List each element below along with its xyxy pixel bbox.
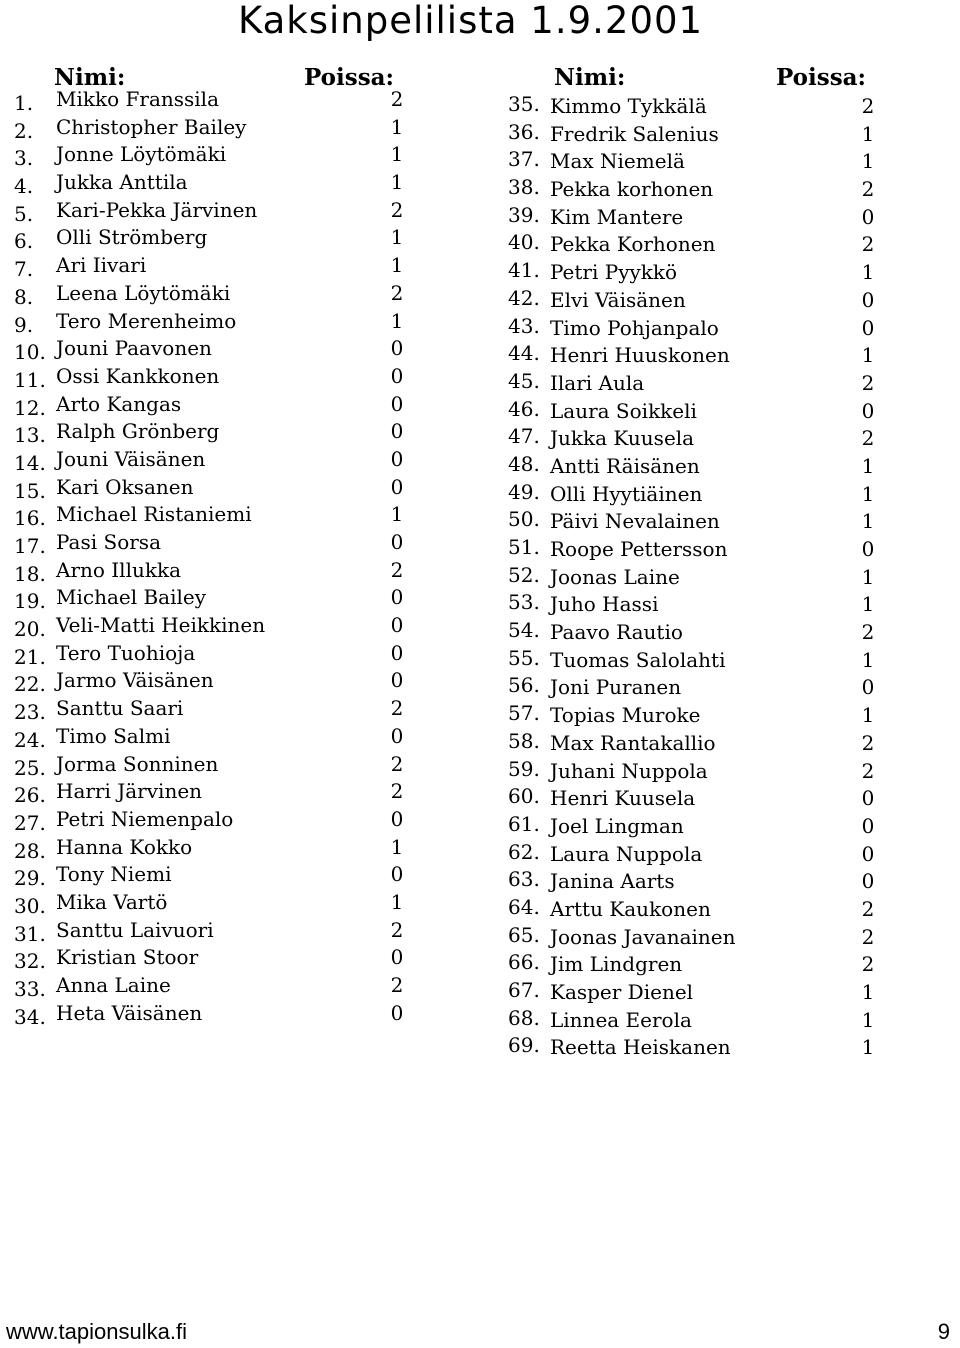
- player-row: [14, 889, 414, 917]
- rank-number: 63.: [508, 867, 540, 892]
- player-row: [508, 231, 878, 259]
- player-name: Hanna Kokko: [56, 834, 193, 859]
- absence-count: 2: [390, 973, 404, 997]
- player-row: [14, 861, 414, 889]
- rank-number: 5.: [14, 201, 34, 226]
- rank-number: 26.: [14, 783, 46, 808]
- rank-number: 17.: [14, 534, 46, 558]
- absence-count: 1: [861, 343, 875, 368]
- player-name: Ilari Aula: [550, 370, 645, 395]
- players-list-right: [508, 64, 878, 1062]
- player-name: Santtu Laivuori: [56, 917, 214, 942]
- absence-count: 1: [390, 114, 404, 139]
- rank-number: 4.: [14, 174, 34, 199]
- rank-number: 57.: [508, 701, 540, 726]
- page-title: Kaksinpelilista 1.9.2001: [238, 0, 704, 42]
- rank-number: 1.: [14, 91, 34, 115]
- player-row: [508, 425, 878, 453]
- absence-count: 0: [861, 287, 875, 312]
- absence-count: 0: [390, 391, 404, 416]
- player-name: Max Rantakallio: [550, 730, 716, 755]
- player-name: Jukka Anttila: [56, 170, 188, 195]
- player-name: Henri Huuskonen: [550, 343, 730, 368]
- absence-count: 2: [861, 758, 875, 783]
- absence-count: 0: [390, 862, 404, 887]
- absence-count: 0: [390, 668, 404, 693]
- absent-header: Poissa:: [776, 64, 867, 91]
- player-name: Michael Bailey: [56, 585, 207, 610]
- absence-count: 0: [390, 613, 404, 638]
- absence-count: 0: [390, 530, 404, 554]
- rank-number: 60.: [508, 784, 540, 809]
- player-name: Ralph Grönberg: [56, 419, 220, 444]
- absence-count: 1: [390, 502, 404, 527]
- absence-count: 2: [390, 280, 404, 305]
- player-name: Roope Pettersson: [550, 537, 728, 561]
- player-name: Jorma Sonninen: [56, 751, 219, 776]
- player-name: Juho Hassi: [550, 592, 659, 617]
- rank-number: 62.: [508, 839, 540, 864]
- player-row: [14, 667, 414, 695]
- rank-number: 24.: [14, 727, 46, 752]
- rank-number: 43.: [508, 313, 540, 338]
- player-name: Petri Pyykkö: [550, 260, 678, 285]
- player-row: [14, 280, 414, 308]
- absence-count: 2: [861, 426, 875, 451]
- rank-number: 11.: [14, 367, 46, 392]
- player-row: [14, 308, 414, 336]
- player-name: Kasper Dienel: [550, 980, 694, 1004]
- player-row: [508, 315, 878, 343]
- rank-number: 2.: [14, 118, 34, 143]
- absence-count: 2: [390, 557, 404, 582]
- player-name: Topias Muroke: [550, 703, 701, 728]
- player-name: Juhani Nuppola: [550, 758, 708, 783]
- rank-number: 6.: [14, 229, 34, 254]
- rank-number: 32.: [14, 949, 46, 974]
- absence-count: 0: [861, 813, 875, 838]
- player-name: Kristian Stoor: [56, 945, 199, 970]
- rank-number: 3.: [14, 146, 34, 171]
- absence-count: 2: [861, 620, 875, 645]
- player-row: [14, 584, 414, 612]
- player-name: Laura Nuppola: [550, 841, 703, 866]
- absence-count: 1: [861, 453, 875, 478]
- rank-number: 14.: [14, 450, 46, 475]
- player-row: [14, 917, 414, 945]
- player-name: Joonas Laine: [550, 564, 680, 589]
- player-name: Olli Hyytiäinen: [550, 481, 703, 506]
- absence-count: 0: [390, 723, 404, 748]
- rank-number: 56.: [508, 673, 540, 698]
- rank-number: 69.: [508, 1033, 540, 1058]
- player-row: [14, 224, 414, 252]
- player-name: Tony Niemi: [56, 862, 172, 887]
- player-row: [508, 148, 878, 176]
- player-row: [508, 453, 878, 481]
- absence-count: 0: [861, 869, 875, 894]
- rank-number: 7.: [14, 257, 34, 282]
- player-name: Harri Järvinen: [56, 779, 203, 804]
- rank-number: 34.: [14, 1004, 46, 1029]
- player-name: Arto Kangas: [56, 391, 182, 416]
- player-row: [508, 758, 878, 786]
- player-row: [508, 813, 878, 841]
- player-row: [14, 391, 414, 419]
- absence-count: 1: [390, 308, 404, 333]
- rows-right: [508, 93, 878, 1062]
- absence-count: 1: [861, 647, 875, 672]
- player-name: Leena Löytömäki: [56, 280, 231, 305]
- absent-header: Poissa:: [304, 64, 395, 91]
- rank-number: 31.: [14, 921, 46, 946]
- player-name: Pekka korhonen: [550, 177, 714, 202]
- player-row: [14, 252, 414, 280]
- absence-count: 1: [861, 1035, 875, 1060]
- player-name: Janina Aarts: [550, 869, 675, 894]
- player-row: [508, 398, 878, 426]
- player-name: Ari Iivari: [56, 253, 147, 278]
- player-row: [508, 342, 878, 370]
- player-name: Christopher Bailey: [56, 114, 247, 139]
- player-row: [508, 481, 878, 509]
- rank-number: 12.: [14, 395, 46, 420]
- absence-count: 1: [861, 509, 875, 534]
- absence-count: 0: [390, 1000, 404, 1025]
- player-row: [14, 141, 414, 169]
- rank-number: 23.: [14, 700, 46, 725]
- player-name: Jukka Kuusela: [550, 426, 695, 451]
- absence-count: 0: [390, 419, 404, 444]
- rank-number: 27.: [14, 810, 46, 835]
- player-name: Elvi Väisänen: [550, 287, 686, 312]
- rank-number: 40.: [508, 230, 540, 255]
- player-row: [14, 640, 414, 668]
- player-name: Kari Oksanen: [56, 474, 194, 499]
- player-row: [14, 944, 414, 972]
- player-name: Jouni Paavonen: [56, 336, 212, 361]
- absence-count: 0: [390, 585, 404, 610]
- player-name: Timo Salmi: [56, 723, 171, 748]
- rank-number: 9.: [14, 312, 34, 337]
- player-row: [14, 612, 414, 640]
- player-row: [508, 730, 878, 758]
- player-name: Antti Räisänen: [550, 453, 700, 478]
- absence-count: 1: [390, 834, 404, 859]
- rank-number: 10.: [14, 340, 46, 365]
- player-name: Joonas Javanainen: [550, 924, 736, 949]
- page-number: 9: [937, 1319, 950, 1344]
- player-row: [508, 951, 878, 979]
- absence-count: 0: [390, 474, 404, 499]
- player-name: Reetta Heiskanen: [550, 1035, 731, 1060]
- player-name: Michael Ristaniemi: [56, 502, 252, 527]
- rank-number: 44.: [508, 341, 540, 366]
- rank-number: 61.: [508, 811, 540, 836]
- player-name: Heta Väisänen: [56, 1000, 203, 1025]
- player-name: Linnea Eerola: [550, 1007, 692, 1032]
- absence-count: 1: [390, 225, 404, 250]
- absence-count: 0: [861, 537, 875, 561]
- rank-number: 45.: [508, 368, 540, 393]
- rank-number: 53.: [508, 590, 540, 615]
- player-name: Olli Strömberg: [56, 225, 208, 250]
- player-row: [508, 979, 878, 1007]
- player-row: [508, 896, 878, 924]
- rank-number: 20.: [14, 617, 46, 642]
- player-name: Santtu Saari: [56, 696, 184, 721]
- rank-number: 36.: [508, 119, 540, 144]
- rank-number: 50.: [508, 507, 540, 532]
- absence-count: 2: [861, 896, 875, 921]
- absence-count: 1: [390, 142, 404, 167]
- rank-number: 47.: [508, 424, 540, 449]
- absence-count: 2: [390, 779, 404, 804]
- absence-count: 2: [861, 177, 875, 202]
- absence-count: 2: [390, 696, 404, 721]
- absence-count: 2: [861, 232, 875, 257]
- rank-number: 37.: [508, 147, 540, 172]
- rank-number: 19.: [14, 589, 46, 614]
- rank-number: 51.: [508, 535, 540, 559]
- rank-number: 41.: [508, 258, 540, 283]
- player-row: [508, 619, 878, 647]
- rank-number: 58.: [508, 728, 540, 753]
- player-name: Anna Laine: [56, 973, 171, 997]
- player-row: [14, 474, 414, 502]
- absence-count: 0: [390, 446, 404, 471]
- players-list-left: [14, 64, 414, 1027]
- player-name: Timo Pohjanpalo: [550, 315, 719, 340]
- rank-number: 13.: [14, 423, 46, 448]
- player-row: [508, 924, 878, 952]
- player-name: Mikko Franssila: [56, 87, 219, 111]
- column-header: [508, 64, 878, 92]
- rank-number: 28.: [14, 838, 46, 863]
- player-name: Tero Tuohioja: [56, 640, 196, 665]
- player-row: [508, 785, 878, 813]
- player-name: Ossi Kankkonen: [56, 363, 220, 388]
- absence-count: 0: [390, 806, 404, 831]
- player-row: [508, 841, 878, 869]
- player-name: Jouni Väisänen: [56, 446, 206, 471]
- player-row: [14, 695, 414, 723]
- rank-number: 55.: [508, 645, 540, 670]
- rank-number: 52.: [508, 562, 540, 587]
- rank-number: 64.: [508, 894, 540, 919]
- rank-number: 30.: [14, 893, 46, 918]
- absence-count: 1: [861, 149, 875, 174]
- absence-count: 2: [390, 751, 404, 776]
- player-row: [14, 501, 414, 529]
- player-row: [508, 176, 878, 204]
- player-name: Paavo Rautio: [550, 620, 683, 645]
- absence-count: 0: [861, 315, 875, 340]
- absence-count: 1: [861, 564, 875, 589]
- rank-number: 39.: [508, 202, 540, 227]
- rank-number: 29.: [14, 866, 46, 891]
- player-row: [508, 508, 878, 536]
- player-row: [14, 86, 414, 114]
- player-row: [508, 121, 878, 149]
- player-name: Max Niemelä: [550, 149, 685, 174]
- player-row: [14, 557, 414, 585]
- player-name: Tuomas Salolahti: [550, 647, 726, 672]
- rank-number: 66.: [508, 950, 540, 975]
- rank-number: 42.: [508, 285, 540, 310]
- absence-count: 1: [861, 980, 875, 1004]
- player-row: [14, 778, 414, 806]
- rank-number: 25.: [14, 755, 46, 780]
- player-name: Mika Vartö: [56, 889, 168, 914]
- player-row: [508, 204, 878, 232]
- absence-count: 0: [861, 398, 875, 423]
- rank-number: 22.: [14, 672, 46, 697]
- rank-number: 49.: [508, 479, 540, 504]
- absence-count: 0: [390, 945, 404, 970]
- rank-number: 59.: [508, 756, 540, 781]
- player-name: Laura Soikkeli: [550, 398, 697, 423]
- player-row: [508, 1007, 878, 1035]
- player-name: Kari-Pekka Järvinen: [56, 197, 258, 222]
- rank-number: 68.: [508, 1005, 540, 1030]
- rank-number: 46.: [508, 396, 540, 421]
- player-row: [14, 197, 414, 225]
- player-row: [14, 751, 414, 779]
- rank-number: 18.: [14, 561, 46, 586]
- player-row: [508, 564, 878, 592]
- player-row: [14, 1000, 414, 1028]
- player-row: [508, 93, 878, 121]
- player-row: [14, 806, 414, 834]
- absence-count: 0: [390, 336, 404, 361]
- footer-url: www.tapionsulka.fi: [6, 1319, 187, 1344]
- absence-count: 0: [390, 363, 404, 388]
- player-name: Päivi Nevalainen: [550, 509, 720, 534]
- rows-left: [14, 86, 414, 1027]
- absence-count: 2: [861, 730, 875, 755]
- player-row: [508, 370, 878, 398]
- player-name: Jonne Löytömäki: [56, 142, 227, 167]
- player-name: Fredrik Salenius: [550, 121, 719, 146]
- absence-count: 2: [390, 87, 404, 111]
- rank-number: 33.: [14, 977, 46, 1001]
- player-name: Tero Merenheimo: [56, 308, 237, 333]
- player-name: Kim Mantere: [550, 204, 684, 229]
- player-name: Arno Illukka: [56, 557, 182, 582]
- player-name: Henri Kuusela: [550, 786, 696, 811]
- player-row: [508, 536, 878, 564]
- absence-count: 1: [390, 170, 404, 195]
- player-name: Pasi Sorsa: [56, 530, 161, 554]
- player-name: Joel Lingman: [550, 813, 684, 838]
- player-row: [14, 335, 414, 363]
- rank-number: 67.: [508, 978, 540, 1002]
- name-header: Nimi:: [54, 64, 126, 91]
- absence-count: 0: [861, 675, 875, 700]
- player-name: Joni Puranen: [550, 675, 682, 700]
- rank-number: 15.: [14, 478, 46, 503]
- player-row: [14, 114, 414, 142]
- player-name: Pekka Korhonen: [550, 232, 716, 257]
- player-name: Kimmo Tykkälä: [550, 94, 707, 118]
- rank-number: 38.: [508, 175, 540, 200]
- rank-number: 54.: [508, 618, 540, 643]
- player-name: Veli-Matti Heikkinen: [56, 613, 266, 638]
- rank-number: 48.: [508, 451, 540, 476]
- player-row: [508, 1034, 878, 1062]
- absence-count: 1: [390, 889, 404, 914]
- player-name: Arttu Kaukonen: [550, 896, 711, 921]
- absence-count: 0: [390, 640, 404, 665]
- player-row: [14, 446, 414, 474]
- player-row: [508, 591, 878, 619]
- player-row: [14, 834, 414, 862]
- name-header: Nimi:: [554, 64, 626, 91]
- player-row: [14, 972, 414, 1000]
- player-name: Petri Niemenpalo: [56, 806, 234, 831]
- absence-count: 2: [390, 917, 404, 942]
- absence-count: 1: [861, 121, 875, 146]
- player-row: [14, 418, 414, 446]
- player-row: [508, 868, 878, 896]
- absence-count: 2: [861, 94, 875, 118]
- rank-number: 8.: [14, 284, 34, 309]
- player-row: [508, 702, 878, 730]
- absence-count: 1: [390, 253, 404, 278]
- player-row: [14, 169, 414, 197]
- absence-count: 1: [861, 703, 875, 728]
- player-row: [508, 674, 878, 702]
- absence-count: 2: [861, 952, 875, 977]
- rank-number: 35.: [508, 92, 540, 116]
- rank-number: 65.: [508, 922, 540, 947]
- absence-count: 0: [861, 786, 875, 811]
- player-row: [14, 529, 414, 557]
- absence-count: 2: [861, 924, 875, 949]
- player-row: [508, 287, 878, 315]
- player-row: [508, 259, 878, 287]
- rank-number: 21.: [14, 644, 46, 669]
- rank-number: 16.: [14, 506, 46, 531]
- absence-count: 1: [861, 1007, 875, 1032]
- absence-count: 0: [861, 841, 875, 866]
- player-row: [14, 363, 414, 391]
- absence-count: 2: [861, 370, 875, 395]
- absence-count: 2: [390, 197, 404, 222]
- absence-count: 1: [861, 481, 875, 506]
- player-row: [508, 647, 878, 675]
- absence-count: 1: [861, 260, 875, 285]
- player-name: Jarmo Väisänen: [56, 668, 214, 693]
- player-name: Jim Lindgren: [550, 952, 683, 977]
- absence-count: 0: [861, 204, 875, 229]
- player-row: [14, 723, 414, 751]
- absence-count: 1: [861, 592, 875, 617]
